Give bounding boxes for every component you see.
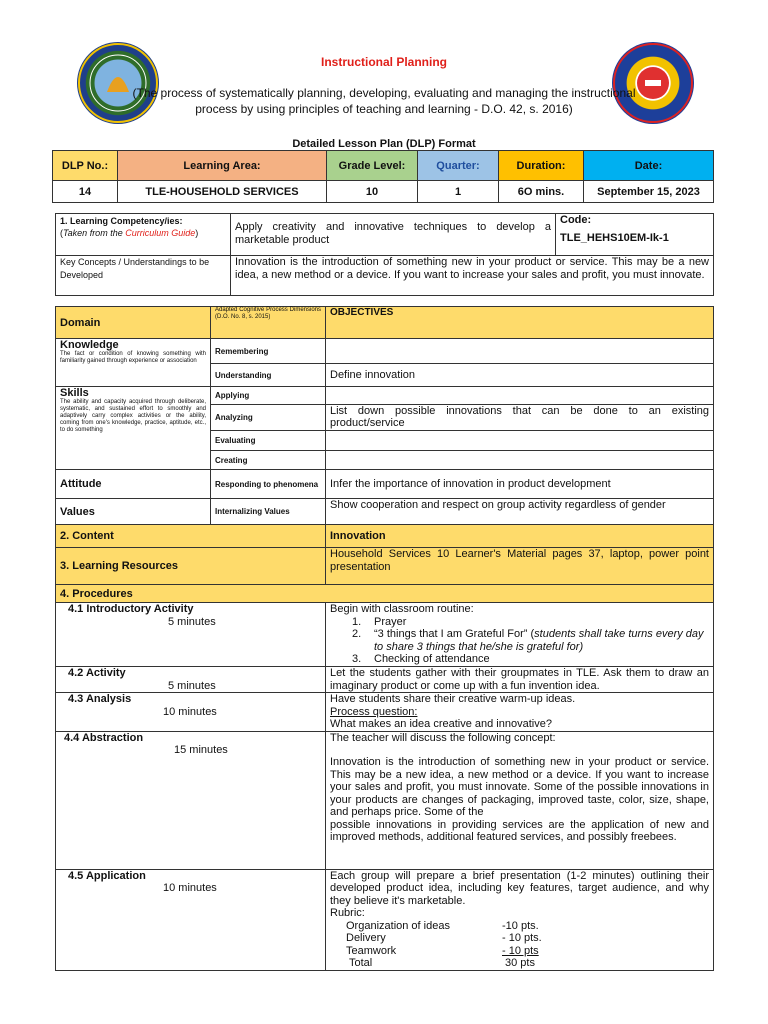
content-label: 2. Content: [56, 525, 326, 548]
value-dlp-no: 14: [53, 181, 118, 203]
header-grade-level: Grade Level:: [327, 151, 418, 181]
evaluating-label: Evaluating: [211, 431, 326, 451]
code-cell: [556, 214, 714, 256]
rubric-total-row: Total 30 pts: [349, 957, 535, 969]
learning-resources-value: Household Services 10 Learner's Material pages 37, laptop, power point presentation: [326, 548, 714, 585]
rubric-row: Organization of ideas -10 pts.: [346, 919, 539, 932]
code-value: TLE_HEHS10EM-Ik-1: [560, 232, 669, 244]
value-quarter: 1: [418, 181, 499, 203]
remembering-label: Remembering: [211, 339, 326, 364]
header-date: Date:: [584, 151, 714, 181]
values-label: Values: [56, 499, 211, 525]
key-concepts-label: Key Concepts / Understandings to be Developed: [56, 256, 231, 296]
objectives-header: OBJECTIVES: [326, 307, 714, 339]
intro-activity-cell: [56, 603, 326, 667]
skills-cell: Skills The ability and capacity acquired through deliberate, systematic, and sustained effort to smoothly and adaptively carry complex activities or the ability, coming from one's knowledge, practice, aptitude, etc., to do something: [56, 387, 211, 470]
content-value: Innovation: [326, 525, 714, 548]
application-content: Each group will prepare a brief presentation (1-2 minutes) outlining their developed product idea, including key features, target audience, and why they believe it's marketable. Rubric: Organization of ideas -10 pts. Delivery - 10 pts. Teamwork - 10 pts Total 30 pts: [326, 869, 714, 970]
abstraction-content: The teacher will discuss the following concept: Innovation is the introduction of something new in your product or service. This may be a new idea, a new method or a device. If you want to increase your sales and profit, you must innovate. Some of the possible innovations in your products are changes of packaging, improved taste, color, size, shape, and perhaps price. Some of the possible innovations in providing services are the application of new and improved methods, additional featured services, and possibly freebees.: [326, 731, 714, 869]
applying-label: Applying: [211, 387, 326, 405]
header-duration: Duration:: [499, 151, 584, 181]
header-learning-area: Learning Area:: [118, 151, 327, 181]
rubric-row: Delivery - 10 pts.: [346, 932, 542, 944]
activity-cell: 4.2 Activity 5 minutes: [56, 667, 326, 693]
internalizing-label: Internalizing Values: [211, 499, 326, 525]
knowledge-cell: Knowledge The fact or condition of knowing something with familiarity gained through experience or association: [56, 339, 211, 387]
competency-table: [55, 213, 714, 296]
value-grade-level: 10: [327, 181, 418, 203]
header-quarter: Quarter:: [418, 151, 499, 181]
internalizing-objective: Show cooperation and respect on group activity regardless of gender: [326, 499, 714, 525]
code-label: Code:: [560, 214, 592, 226]
analysis-cell: 4.3 Analysis 10 minutes: [56, 693, 326, 732]
activity-content: Let the students gather with their groupmates in TLE. Ask them to draw an imaginary product or come up with a fun invention idea.: [326, 667, 714, 693]
attitude-label: Attitude: [56, 470, 211, 499]
competency-label-cell: 1. Learning Competency/ies: (Taken from the Curriculum Guide): [56, 214, 231, 256]
lesson-table: [55, 306, 714, 971]
value-date: September 15, 2023: [584, 181, 714, 203]
intro-activity-time: 5 minutes: [168, 615, 216, 628]
value-learning-area: TLE-HOUSEHOLD SERVICES: [118, 181, 327, 203]
intro-activity-title: 4.1 Introductory Activity: [68, 603, 194, 615]
domain-header: Domain: [56, 307, 211, 339]
application-cell: 4.5 Application 10 minutes: [56, 869, 326, 970]
responding-label: Responding to phenomena: [211, 470, 326, 499]
rubric-row: Teamwork - 10 pts: [346, 944, 539, 957]
dlp-format-title: Detailed Lesson Plan (DLP) Format: [292, 138, 476, 150]
info-table: [52, 150, 714, 203]
abstraction-cell: 4.4 Abstraction 15 minutes: [56, 731, 326, 869]
intro-activity-content: Begin with classroom routine: 1. Prayer 2. “3 things that I am Grateful For” (students shall take turns every day to share 3 things that he/she is grateful for) 3. Checking of attendance: [326, 603, 714, 667]
analyzing-objective: List down possible innovations that can be done to an existing product/service: [326, 405, 714, 431]
header-dlp-no: DLP No.:: [53, 151, 118, 181]
competency-text: Apply creativity and innovative techniques to develop a marketable product: [231, 214, 556, 256]
value-duration: 6O mins.: [499, 181, 584, 203]
responding-objective: Infer the importance of innovation in product development: [326, 470, 714, 499]
page-subtitle: (The process of systematically planning, developing, evaluating and managing the instructional process by using principles of teaching and learning - D.O. 42, s. 2016): [132, 86, 636, 116]
learning-resources-label: 3. Learning Resources: [56, 548, 326, 585]
key-concepts-text: Innovation is the introduction of something new in your product or service. This may be a new idea, a new method or a device. If you want to increase your sales and profit, you must innovate.: [231, 256, 714, 296]
page-title: Instructional Planning: [320, 55, 447, 69]
analyzing-label: Analyzing: [211, 405, 326, 431]
procedures-label: 4. Procedures: [56, 585, 714, 603]
process-dimensions-header: Adapted Cognitive Process Dimensions (D.O. No. 8, s. 2015): [211, 307, 326, 339]
creating-label: Creating: [211, 451, 326, 470]
understanding-label: Understanding: [211, 364, 326, 387]
competency-label: 1. Learning Competency/ies:: [60, 216, 183, 226]
analysis-content: Have students share their creative warm-up ideas. Process question: What makes an idea creative and innovative?: [326, 693, 714, 732]
understanding-objective: Define innovation: [326, 364, 714, 387]
